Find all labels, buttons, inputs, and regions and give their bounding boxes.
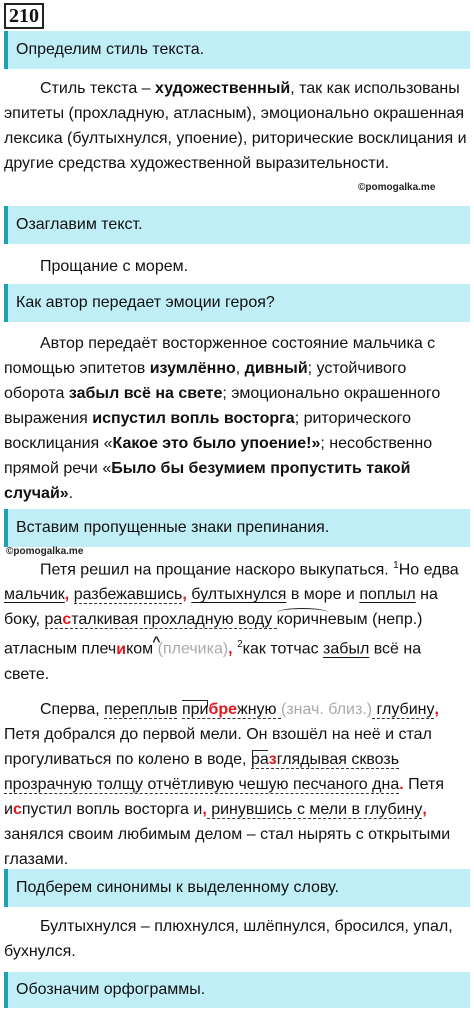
predicate-word: бултыхнулся <box>191 586 287 604</box>
pt: ра <box>44 611 63 629</box>
style-header-text: Определим стиль текста. <box>16 41 205 58</box>
gerund-word: переплыв <box>104 700 178 718</box>
footnote-mark: 2 <box>237 639 243 651</box>
pt: в море и <box>286 586 360 604</box>
pt: глядывая сквозь прозрачную толщу отчётливую чешую песчаного дна <box>4 750 400 793</box>
pt: Но едва <box>398 561 459 579</box>
style-text-part: Стиль текста – <box>40 80 155 97</box>
footnote-mark: 1 <box>393 560 399 571</box>
emotions-answer <box>4 331 470 506</box>
subject-word: мальчик <box>4 586 65 604</box>
orthograms-header <box>4 972 470 1008</box>
orthogram-letter: бре <box>208 700 237 718</box>
comma-mark: , <box>202 800 207 818</box>
synonyms-header-text: Подберем синонимы к выделенному слову. <box>16 879 339 896</box>
orthogram-letter: с <box>12 800 22 818</box>
emo-bold: Было бы безумием пропустить такой случай» <box>4 460 411 502</box>
pt: евым (непр.) атласным плеч <box>4 611 423 658</box>
style-header <box>4 31 470 69</box>
pt: жную <box>237 700 281 718</box>
synonyms-answer <box>4 914 470 964</box>
predicate-word: забыл <box>323 640 370 658</box>
emo-text: ; несобственно прямой речи « <box>4 435 433 477</box>
punct-header-text: Вставим пропущенные знаки препинания. <box>16 519 330 536</box>
comma-mark: , <box>64 586 70 604</box>
orthograms-header-text: Обозначим орфограммы. <box>16 981 206 998</box>
title-answer-text: Прощание с морем. <box>40 258 189 275</box>
exercise-number: 210 <box>4 3 44 29</box>
comma-mark: , <box>434 700 439 718</box>
gerund-word: глубину <box>372 700 435 718</box>
pt: пустил вопль восторга и <box>21 800 203 818</box>
emo-bold: дивный <box>244 360 308 377</box>
pt: занялся своим любимым делом – стал нырять с открытыми глазами. <box>4 825 451 868</box>
pt: как тотчас <box>242 640 324 658</box>
punct-paragraph-2 <box>4 697 470 872</box>
pt: ком <box>126 640 158 658</box>
emo-text: ; устойчивого оборота <box>4 360 407 402</box>
emotions-header-text: Как автор передает эмоции героя? <box>16 294 275 311</box>
gerund-word: разбежавшись <box>73 586 183 604</box>
emo-text: . <box>68 485 74 502</box>
prefix: ра <box>250 750 269 768</box>
comma-mark: , <box>228 640 233 658</box>
emo-bold: забыл всё на свете <box>68 385 223 402</box>
style-bold: художественный <box>155 80 291 97</box>
pt: к <box>276 611 284 629</box>
pt: Петя и <box>4 775 444 818</box>
punct-text <box>4 553 470 872</box>
watermark: ©pomogalka.me <box>358 182 436 193</box>
predicate-word: поплыл <box>359 586 416 604</box>
orthogram-letter: ^ и <box>116 641 126 658</box>
comma-mark: , <box>422 800 427 818</box>
gray-note: (плечика) <box>157 640 229 658</box>
emo-text: , <box>235 360 245 377</box>
comma-mark: , <box>182 586 187 604</box>
pt: оричн <box>283 611 328 629</box>
orthogram-letter: с <box>62 611 72 629</box>
pt: на боку, <box>4 586 438 629</box>
emo-text: ; риторического восклицания « <box>4 410 411 452</box>
style-text-part: , так как использованы эпитеты (прохладную, атласным), эмоционально окрашенная лексика (бултыхнулся, упоение), риторические восклицания и другие средства художественной выразительности. <box>4 80 467 172</box>
orthogram-letter: з <box>268 750 277 768</box>
watermark: ©pomogalka.me <box>6 546 84 557</box>
gray-note: (знач. близ.) <box>280 700 373 718</box>
pt: Петя решил на прощание наскоро выкупаться. <box>40 561 394 579</box>
pt: талкивая прохладную воду <box>71 611 277 629</box>
emo-bold: Какое это было упоение!» <box>112 435 321 452</box>
emo-bold: испустил вопль восторга <box>92 410 295 427</box>
pt: Петя добрался до первой мели. Он взошёл на неё и стал прогуливаться по колено в воде, <box>4 725 432 768</box>
emotions-answer-text <box>4 331 470 506</box>
comma-mark: . <box>399 775 404 793</box>
emotions-header <box>4 284 470 322</box>
title-header-text: Озаглавим текст. <box>16 216 143 233</box>
emo-text: Автор передаёт восторженное состояние мальчика с помощью эпитетов <box>4 335 436 377</box>
emo-text: ; эмоционально окрашенного выражения <box>4 385 441 427</box>
punct-paragraph-1 <box>4 553 470 687</box>
style-answer <box>4 76 470 176</box>
pt: Сперва, <box>40 700 105 718</box>
synonyms-header <box>4 869 470 907</box>
style-answer-text <box>4 76 470 176</box>
prefix: при <box>181 700 209 718</box>
pt: всё на свете. <box>4 640 422 683</box>
gerund-word: ринувшись с мели в глубину <box>206 800 423 818</box>
synonyms-answer-text: Бултыхнулся – плюхнулся, шлёпнулся, бросился, упал, бухнулся. <box>4 918 453 960</box>
emo-bold: изумлённо <box>149 360 236 377</box>
title-header <box>4 206 470 244</box>
title-answer <box>4 254 470 279</box>
punct-header <box>4 509 470 547</box>
